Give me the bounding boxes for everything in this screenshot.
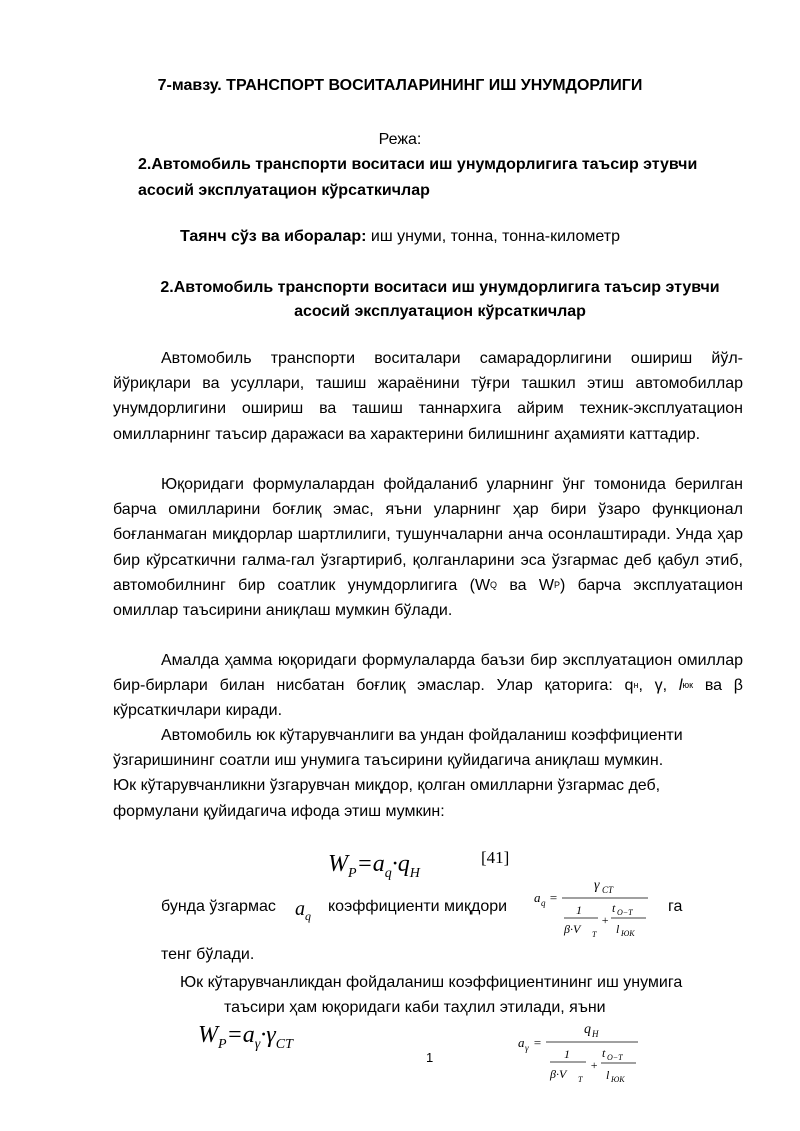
svg-text:β·V: β·V — [550, 1067, 567, 1081]
paragraph-2-subscript-p: P — [553, 579, 560, 590]
svg-text:β·V: β·V — [564, 922, 581, 936]
page-title: 7-мавзу. ТРАНСПОРТ ВОСИТАЛАРИНИНГ ИШ УНУМДОРЛИГИ — [157, 77, 643, 94]
paragraph-2-part-c: ) барча эксплуатацион омиллар таъсирини аниқлаш мумкин бўлади. — [113, 576, 743, 620]
svg-text:1: 1 — [576, 903, 582, 917]
svg-text:CT: CT — [602, 885, 614, 895]
paragraph-3-l: l — [678, 677, 683, 695]
paragraph-last-line-1: Юк кўтарувчанликдан фойдаланиш коэффициентининг иш унумига — [180, 974, 683, 991]
page-number: 1 — [426, 1050, 434, 1065]
paragraph-2-part-b: ва W — [497, 576, 554, 594]
paragraph-3-part-a: Амалда ҳамма юқоридаги формулаларда баъзи бир эксплуатацион омиллар бир-бирлари билан нисбатан боғлиқ эмаслар. Улар қаторига: q — [113, 652, 743, 695]
paragraph-2 — [113, 472, 743, 623]
svg-text:l: l — [606, 1068, 610, 1082]
paragraph-2-part-a: Юқоридаги формулалардан фойдаланиб уларнинг ўнг томонида берилган барча омилларини боғлиқ эмас, яъни уларнинг ҳар бири ўзаро функционал боғланмаган миқдорлар шартлилиги, тушунчаларни анча осонлаштиради. Унда ҳар бир кўрсаткични галма-гал ўзгартириб, қолганларини эса ўзгармас деб қабул этиб, автомобилнинг бир соатлик унумдорлигига (W — [113, 476, 743, 594]
svg-text:=: = — [549, 890, 558, 905]
svg-text:t: t — [602, 1046, 606, 1060]
keywords-line — [0, 228, 800, 246]
koeff-text: коэффициенти миқдори — [328, 898, 508, 915]
keywords-value: иш унуми, тонна, тонна-километр — [366, 228, 621, 245]
plan-label: Режа: — [378, 131, 422, 148]
svg-text:l: l — [616, 922, 620, 936]
svg-text:+: + — [601, 913, 610, 927]
paragraph-2-text — [113, 472, 743, 623]
svg-text:t: t — [612, 901, 616, 915]
formula-aq-fraction — [528, 872, 653, 944]
svg-text:q: q — [584, 1022, 591, 1037]
paragraph-3-part-b: , γ, — [638, 677, 679, 695]
paragraph-1 — [113, 346, 743, 447]
plan-item: 2.Автомобиль транспорти воситаси иш унумдорлигига таъсир этувчи асосий эксплуатацион кўрсаткичлар — [138, 156, 698, 199]
ga-text: га — [668, 898, 683, 915]
keywords-label: Таянч сўз ва иборалар: — [179, 228, 367, 245]
bunda-text: бунда ўзгармас — [161, 898, 276, 915]
svg-text:γ: γ — [525, 1043, 529, 1053]
paragraph-4-line-2: Юк кўтарувчанликни ўзгарувчан миқдор, қолган омилларни ўзгармас деб, формулани қуйидагича ифода этиш мумкин: — [113, 777, 661, 820]
section-heading: 2.Автомобиль транспорти воситаси иш унумдорлигига таъсир этувчи асосий эксплуатацион кўрсаткичлар — [160, 279, 720, 320]
svg-text:q: q — [541, 898, 546, 908]
paragraph-1-text: Автомобиль транспорти воситалари самарадорлигини ошириш йўл-йўриқлари ва усуллари, ташиш жараёнини тўғри ташкил этиш автомобиллар унумдорлигини ошириш ва ташиш таннархига айрим техник-эксплуатацион омилларнинг таъсир даражаси ва характерини билишнинг аҳамияти каттадир. — [113, 350, 743, 443]
teng-text: тенг бўлади. — [161, 946, 255, 963]
svg-text:O−T: O−T — [607, 1053, 623, 1062]
paragraph-2-subscript-q: Q — [490, 579, 498, 590]
svg-text:a: a — [518, 1035, 525, 1050]
svg-text:T: T — [592, 930, 597, 939]
svg-text:=: = — [533, 1035, 542, 1050]
svg-text:H: H — [592, 1029, 599, 1039]
svg-text:ЮК: ЮК — [621, 929, 635, 938]
variable-aq: $a_q$ — [295, 898, 311, 923]
svg-text:T: T — [578, 1075, 583, 1084]
formula-ref-number: [41] — [481, 848, 510, 867]
paragraph-3-subscript-h: н — [633, 680, 639, 691]
svg-text:+: + — [590, 1058, 599, 1072]
paragraph-4-line-1: Автомобиль юк кўтарувчанлиги ва ундан фойдаланиш коэффициенти ўзгаришининг соатли иш унумига таъсирини қуйидагича аниқлаш мумкин. — [113, 727, 683, 770]
paragraph-3-subscript-yuk: юк — [682, 680, 694, 691]
svg-text:ЮК: ЮК — [611, 1075, 625, 1084]
formula-wp-agamma: $W_P=a_\gamma\cdot\gamma_{CT}$ — [198, 1022, 293, 1052]
paragraph-last-line-2: таъсири ҳам юқоридаги каби таҳлил этилади, яъни — [224, 999, 606, 1016]
paragraph-last — [180, 970, 740, 1020]
formula-wp-aq: $W_P=a_q\cdot q_H$ — [328, 851, 420, 881]
paragraph-4 — [113, 723, 743, 824]
paragraph-3-text — [113, 648, 743, 724]
formula-agamma-fraction — [514, 1013, 644, 1091]
paragraph-3-part-c: ва β кўрсаткичлари киради. — [113, 677, 744, 720]
svg-text:1: 1 — [564, 1047, 570, 1061]
svg-text:O−T: O−T — [617, 908, 633, 917]
paragraph-3 — [113, 648, 743, 724]
svg-text:a: a — [534, 890, 541, 905]
svg-text:γ: γ — [594, 878, 600, 893]
